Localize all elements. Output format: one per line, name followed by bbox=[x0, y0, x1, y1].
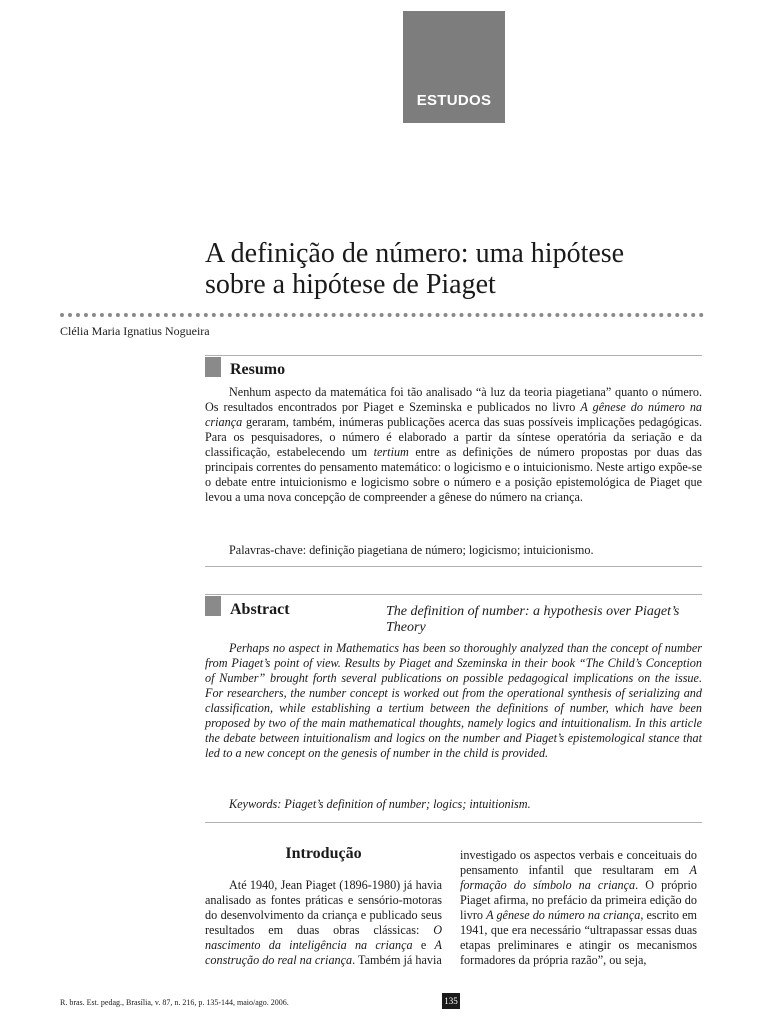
introducao-heading: Introdução bbox=[285, 845, 362, 862]
abstract-article-title: The definition of number: a hypothesis over Piaget’s Theory bbox=[386, 604, 680, 635]
resumo-text-part: entre as definições de número propostas por duas das principais correntes do pensamento matemático: o logicismo e o intuicionismo. Neste artigo expõe-se o debate entre intuicionismo e logicismo sobre o número e a posição epistemológica de Piaget que levou a uma nova concepção de compreender a gênese do número na criança. bbox=[205, 445, 702, 504]
dotted-divider bbox=[60, 313, 704, 317]
resumo-text-part: Nenhum aspecto da matemática foi tão analisado “à luz da teoria piagetiana” quanto o número. Os resultados encontrados por Piaget e Szeminska e publicados no livro bbox=[205, 385, 702, 414]
intro-text-part: e bbox=[412, 938, 435, 952]
intro-book-title: A formação do símbolo na criança bbox=[460, 863, 697, 892]
resumo-text bbox=[205, 385, 702, 505]
resumo-square-icon bbox=[205, 357, 221, 377]
introducao-column-left bbox=[205, 878, 442, 968]
abstract-keywords: Keywords: Piaget’s definition of number; logics; intuitionism. bbox=[229, 797, 531, 811]
abstract-square-icon bbox=[205, 596, 221, 616]
intro-text-part: , escrito em 1941, que era necessário “ultrapassar essas duas etapas preliminares e atingir os mecanismos formadores da própria razão”, ou seja, bbox=[460, 908, 697, 967]
intro-text-part: investigado os aspectos verbais e conceituais do pensamento infantil que resultaram em bbox=[460, 848, 697, 877]
page-number: 135 bbox=[442, 993, 460, 1009]
resumo-keywords: Palavras-chave: definição piagetiana de número; logicismo; intuicionismo. bbox=[229, 543, 594, 557]
section-tab bbox=[403, 11, 505, 123]
section-label: ESTUDOS bbox=[416, 92, 492, 109]
resumo-text-part: geraram, também, inúmeras publicações acerca das suas possíveis implicações pedagógicas. Para os pesquisadores, o número é elaborado a partir da síntese operatória da seriação e da classificação, estabelecendo um bbox=[205, 415, 702, 459]
resumo-book-title: A gênese do número na criança bbox=[205, 400, 703, 429]
abstract-bottom-rule bbox=[205, 822, 702, 823]
intro-book-title: O nascimento da inteligência na criança bbox=[205, 923, 442, 952]
intro-book-title: A gênese do número na criança bbox=[486, 908, 641, 922]
resumo-top-rule bbox=[205, 355, 702, 356]
intro-text-part: . O próprio Piaget afirma, no prefácio da primeira edição do livro bbox=[460, 878, 697, 922]
article-title-line2: sobre a hipótese de Piaget bbox=[205, 269, 496, 300]
abstract-heading: Abstract bbox=[230, 601, 290, 618]
resumo-heading: Resumo bbox=[230, 361, 286, 378]
abstract-top-rule bbox=[205, 594, 702, 595]
intro-text-part: . Também já havia bbox=[352, 953, 442, 967]
abstract-text: Perhaps no aspect in Mathematics has been so thoroughly analyzed than the concept of number from Piaget’s point of view. Results by Piaget and Szeminska in their book “The Child’s Conception of Number” brought forth several publications on possible pedagogical implications on the issue. For researchers, the number concept is worked out from the operational synthesis of serializing and classification, while establishing a tertium between the definitions of number, which have been proposed by two of the main mathematical thoughts, namely logics and intuitionalism. In this article the debate between intuitionalism and logics on the number and Piaget’s epistemological stance that led to a new concept on the genesis of number in the child is provided. bbox=[205, 641, 702, 760]
intro-book-title: A construção do real na criança bbox=[205, 938, 442, 967]
article-title-line1: A definição de número: uma hipótese bbox=[205, 238, 625, 269]
introducao-column-right bbox=[460, 848, 697, 968]
intro-text-part: Até 1940, Jean Piaget (1896-1980) já havia analisado as fontes práticas e sensório-motoras do desenvolvimento da criança e publicado seus resultados em duas obras clássicas: bbox=[205, 878, 442, 937]
footer-citation: R. bras. Est. pedag., Brasília, v. 87, n. 216, p. 135-144, maio/ago. 2006. bbox=[60, 998, 289, 1007]
resumo-bottom-rule bbox=[205, 566, 702, 567]
resumo-tertium: tertium bbox=[373, 445, 409, 459]
author-name: Clélia Maria Ignatius Nogueira bbox=[60, 324, 210, 338]
article-title bbox=[205, 238, 725, 300]
